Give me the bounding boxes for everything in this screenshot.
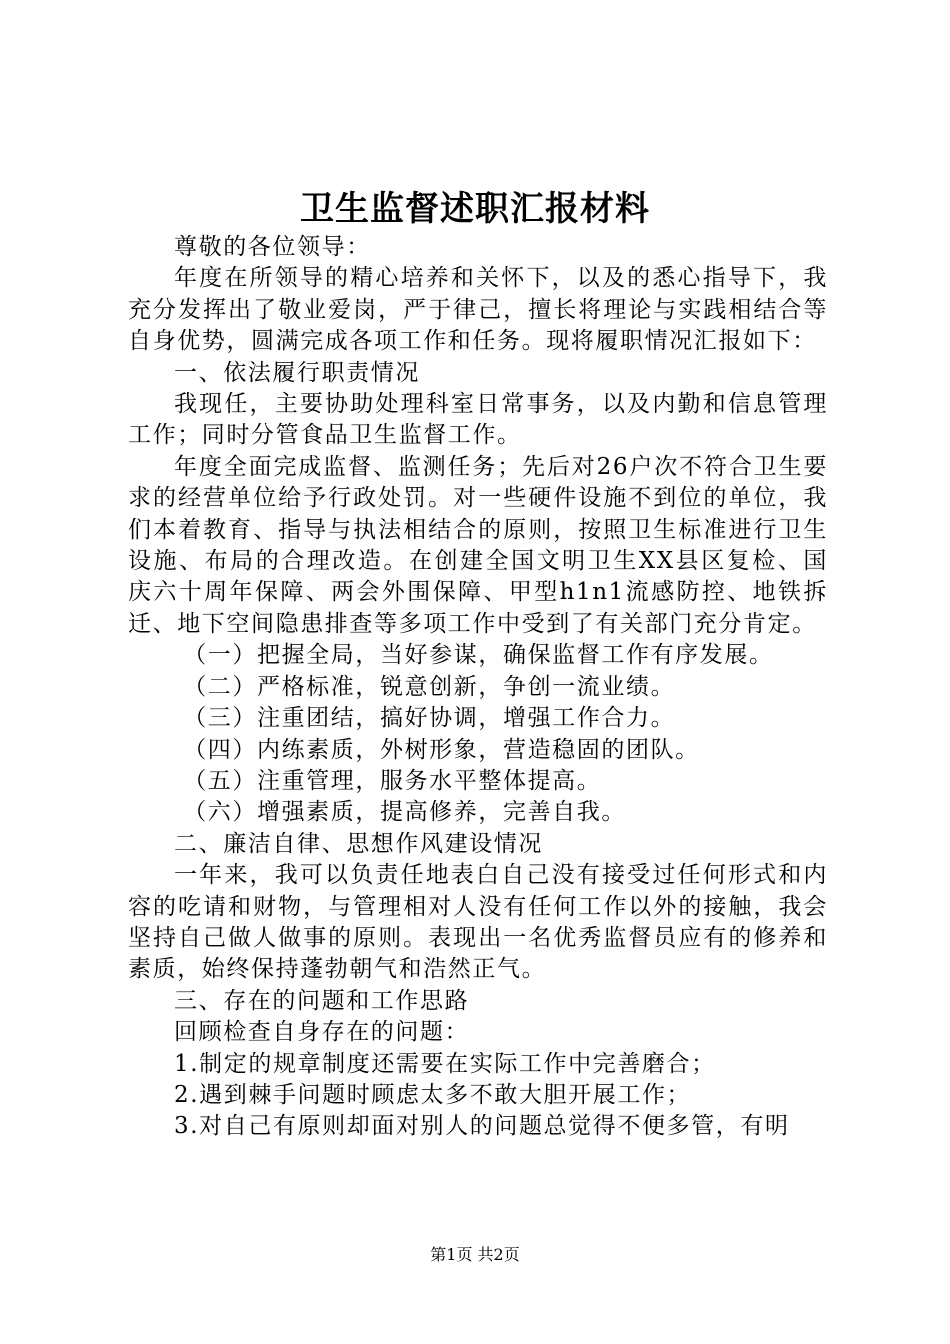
section-heading-2: 二、廉洁自律、思想作风建设情况 <box>174 830 543 857</box>
section-heading-1: 一、依法履行职责情况 <box>174 359 420 386</box>
list-item: （六）增强素质，提高修养，完善自我。 <box>183 799 626 826</box>
list-item: （四）内练素质，外树形象，营造稳固的团队。 <box>183 736 700 763</box>
problem-item: 2.遇到棘手问题时顾虑太多不敢大胆开展工作； <box>174 1081 692 1108</box>
salutation: 尊敬的各位领导： <box>174 234 371 260</box>
document-body <box>128 232 828 1143</box>
document-title: 卫生监督述职汇报材料 <box>300 189 650 229</box>
list-item: （一）把握全局，当好参谋，确保监督工作有序发展。 <box>183 642 774 669</box>
duty-paragraph: 我现任，主要协助处理科室日常事务，以及内勤和信息管理工作；同时分管食品卫生监督工作。 <box>128 391 828 449</box>
review-paragraph: 回顾检查自身存在的问题： <box>174 1019 470 1046</box>
problem-item: 3.对自己有原则却面对别人的问题总觉得不便多管，有明 <box>174 1113 790 1140</box>
list-item: （二）严格标准，锐意创新，争创一流业绩。 <box>183 673 676 700</box>
section-heading-3: 三、存在的问题和工作思路 <box>174 987 470 1014</box>
problem-item: 1.制定的规章制度还需要在实际工作中完善磨合； <box>174 1050 716 1077</box>
achievement-paragraph: 年度全面完成监督、监测任务；先后对26户次不符合卫生要求的经营单位给予行政处罚。对一些硬件设施不到位的单位，我们本着教育、指导与执法相结合的原则，按照卫生标准进行卫生设施、布局的合理改造。在创建全国文明卫生XX县区复检、国庆六十周年保障、两会外围保障、甲型h1n1流感防控、地铁拆迁、地下空间隐患排查等多项工作中受到了有关部门充分肯定。 <box>128 453 828 637</box>
intro-paragraph: 年度在所领导的精心培养和关怀下，以及的悉心指导下，我充分发挥出了敬业爱岗，严于律己，擅长将理论与实践相结合等自身优势，圆满完成各项工作和任务。现将履职情况汇报如下： <box>128 265 828 355</box>
list-item: （三）注重团结，搞好协调，增强工作合力。 <box>183 705 676 732</box>
list-item: （五）注重管理，服务水平整体提高。 <box>183 767 602 794</box>
page-footer: 第1页 共2页 <box>430 1245 520 1264</box>
integrity-paragraph: 一年来，我可以负责任地表白自己没有接受过任何形式和内容的吃请和财物，与管理相对人没有任何工作以外的接触，我会坚持自己做人做事的原则。表现出一名优秀监督员应有的修养和素质，始终保持蓬勃朝气和浩然正气。 <box>128 862 828 983</box>
